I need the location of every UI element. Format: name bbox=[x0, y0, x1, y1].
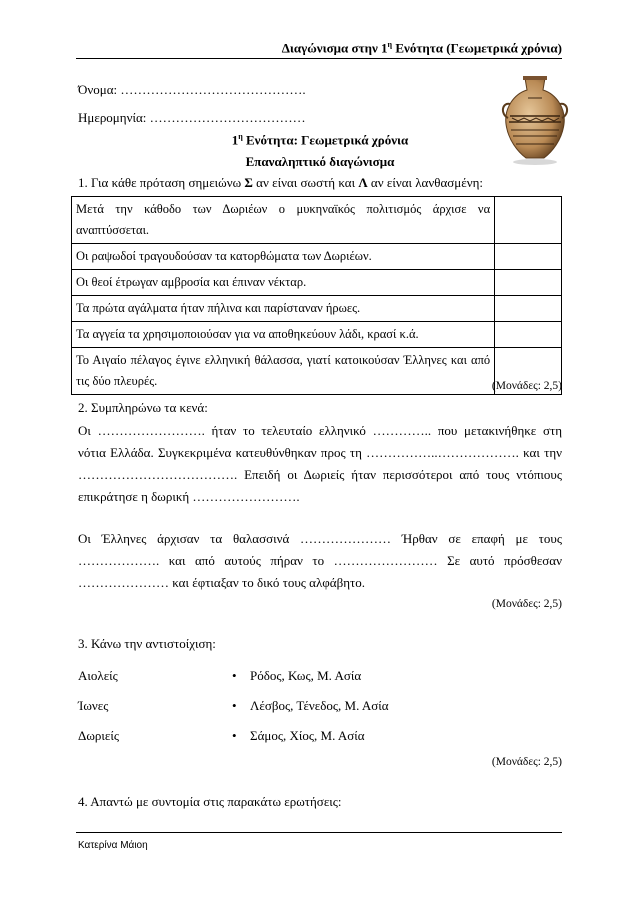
bullet-icon: • bbox=[232, 668, 237, 683]
tribe-label-ionians: Ίωνες bbox=[78, 698, 109, 713]
fill-blanks-line: Οι ……………………. ήταν το τελευταίο ελληνικό ………….. που μετακινήθηκε στη bbox=[78, 423, 562, 438]
fill-blanks-line: επικράτησε η δωρική ……………………. bbox=[78, 489, 300, 504]
fill-blanks-line: ………………………………. Επειδή οι Δωριείς ήταν περισσότεροι από τους ντόπιους bbox=[78, 467, 562, 482]
statement-text: Οι θεοί έτρωγαν αμβροσία και έπιναν νέκταρ. bbox=[72, 270, 495, 296]
answer-cell[interactable] bbox=[495, 322, 562, 348]
fill-blanks-line: ………………. και από αυτούς πήραν το …………………… Σε αυτό πρόσθεσαν bbox=[78, 553, 562, 568]
bullet-icon: • bbox=[232, 698, 237, 713]
table-row bbox=[72, 270, 562, 296]
footer-author: Κατερίνα Μάιοη bbox=[78, 840, 148, 851]
statement-text: Μετά την κάθοδο των Δωριέων ο μυκηναϊκός πολιτισμός άρχισε να αναπτύσσεται. bbox=[72, 197, 495, 244]
table-row bbox=[72, 348, 562, 395]
geometric-vase-image bbox=[498, 74, 572, 166]
answer-cell[interactable] bbox=[495, 296, 562, 322]
question-2-points: (Μονάδες: 2,5) bbox=[491, 598, 562, 610]
true-false-table bbox=[71, 196, 562, 395]
region-option: • Ρόδος, Κως, Μ. Ασία bbox=[232, 668, 362, 683]
question-3-points: (Μονάδες: 2,5) bbox=[491, 756, 562, 768]
fill-blanks-line: νότια Ελλάδα. Συγκεκριμένα κατευθύνθηκαν προς τη ……………..………………. και την bbox=[78, 445, 562, 460]
tribe-label-aeolians: Αιολείς bbox=[78, 668, 118, 683]
table-row bbox=[72, 296, 562, 322]
unit-heading: $1^\eta$ Ενότητα: Γεωμετρικά χρόνια bbox=[231, 132, 409, 148]
question-1-points: (Μονάδες: 2,5) bbox=[491, 380, 562, 392]
bullet-icon: • bbox=[232, 728, 237, 743]
header-divider bbox=[76, 58, 562, 59]
region-option: • Σάμος, Χίος, Μ. Ασία bbox=[232, 728, 365, 743]
statement-text: Τα αγγεία τα χρησιμοποιούσαν για να αποθηκεύουν λάδι, κρασί κ.ά. bbox=[72, 322, 495, 348]
question-2-prompt: 2. Συμπληρώνω τα κενά: bbox=[78, 400, 208, 415]
question-3-prompt: 3. Κάνω την αντιστοίχιση: bbox=[78, 636, 216, 651]
question-1-prompt: 1. Για κάθε πρόταση σημειώνω Σ αν είναι σωστή και Λ αν είναι λανθασμένη: bbox=[78, 175, 484, 190]
table-row bbox=[72, 197, 562, 244]
region-option: • Λέσβος, Τένεδος, Μ. Ασία bbox=[232, 698, 389, 713]
tribe-label-dorians: Δωριείς bbox=[78, 728, 120, 743]
statement-text: Το Αιγαίο πέλαγος έγινε ελληνική θάλασσα, γιατί κατοικούσαν Έλληνες και από τις δύο πλευρές. bbox=[72, 348, 495, 395]
statement-text: Τα πρώτα αγάλματα ήταν πήλινα και παρίσταναν ήρωες. bbox=[72, 296, 495, 322]
answer-cell[interactable] bbox=[495, 270, 562, 296]
name-field-line: Όνομα: ……………………………………. bbox=[78, 82, 306, 97]
table-row bbox=[72, 244, 562, 270]
page-header-title: Διαγώνισμα στην $1^\eta$ Ενότητα (Γεωμετρικά χρόνια) bbox=[281, 40, 562, 56]
date-field-line: Ημερομηνία: ……………………………… bbox=[78, 110, 306, 125]
table-row bbox=[72, 322, 562, 348]
question-4-prompt: 4. Απαντώ με συντομία στις παρακάτω ερωτήσεις: bbox=[78, 794, 342, 809]
exam-subtitle: Επαναληπτικό διαγώνισμα bbox=[245, 154, 395, 169]
footer-divider bbox=[76, 832, 562, 833]
fill-blanks-line: Οι Έλληνες άρχισαν τα θαλασσινά ………………… Ήρθαν σε επαφή με τους bbox=[78, 531, 562, 546]
answer-cell[interactable] bbox=[495, 244, 562, 270]
answer-cell[interactable] bbox=[495, 197, 562, 244]
fill-blanks-line: ………………… και έφτιαξαν το δικό τους αλφάβητο. bbox=[78, 575, 365, 590]
statement-text: Οι ραψωδοί τραγουδούσαν τα κατορθώματα των Δωριέων. bbox=[72, 244, 495, 270]
